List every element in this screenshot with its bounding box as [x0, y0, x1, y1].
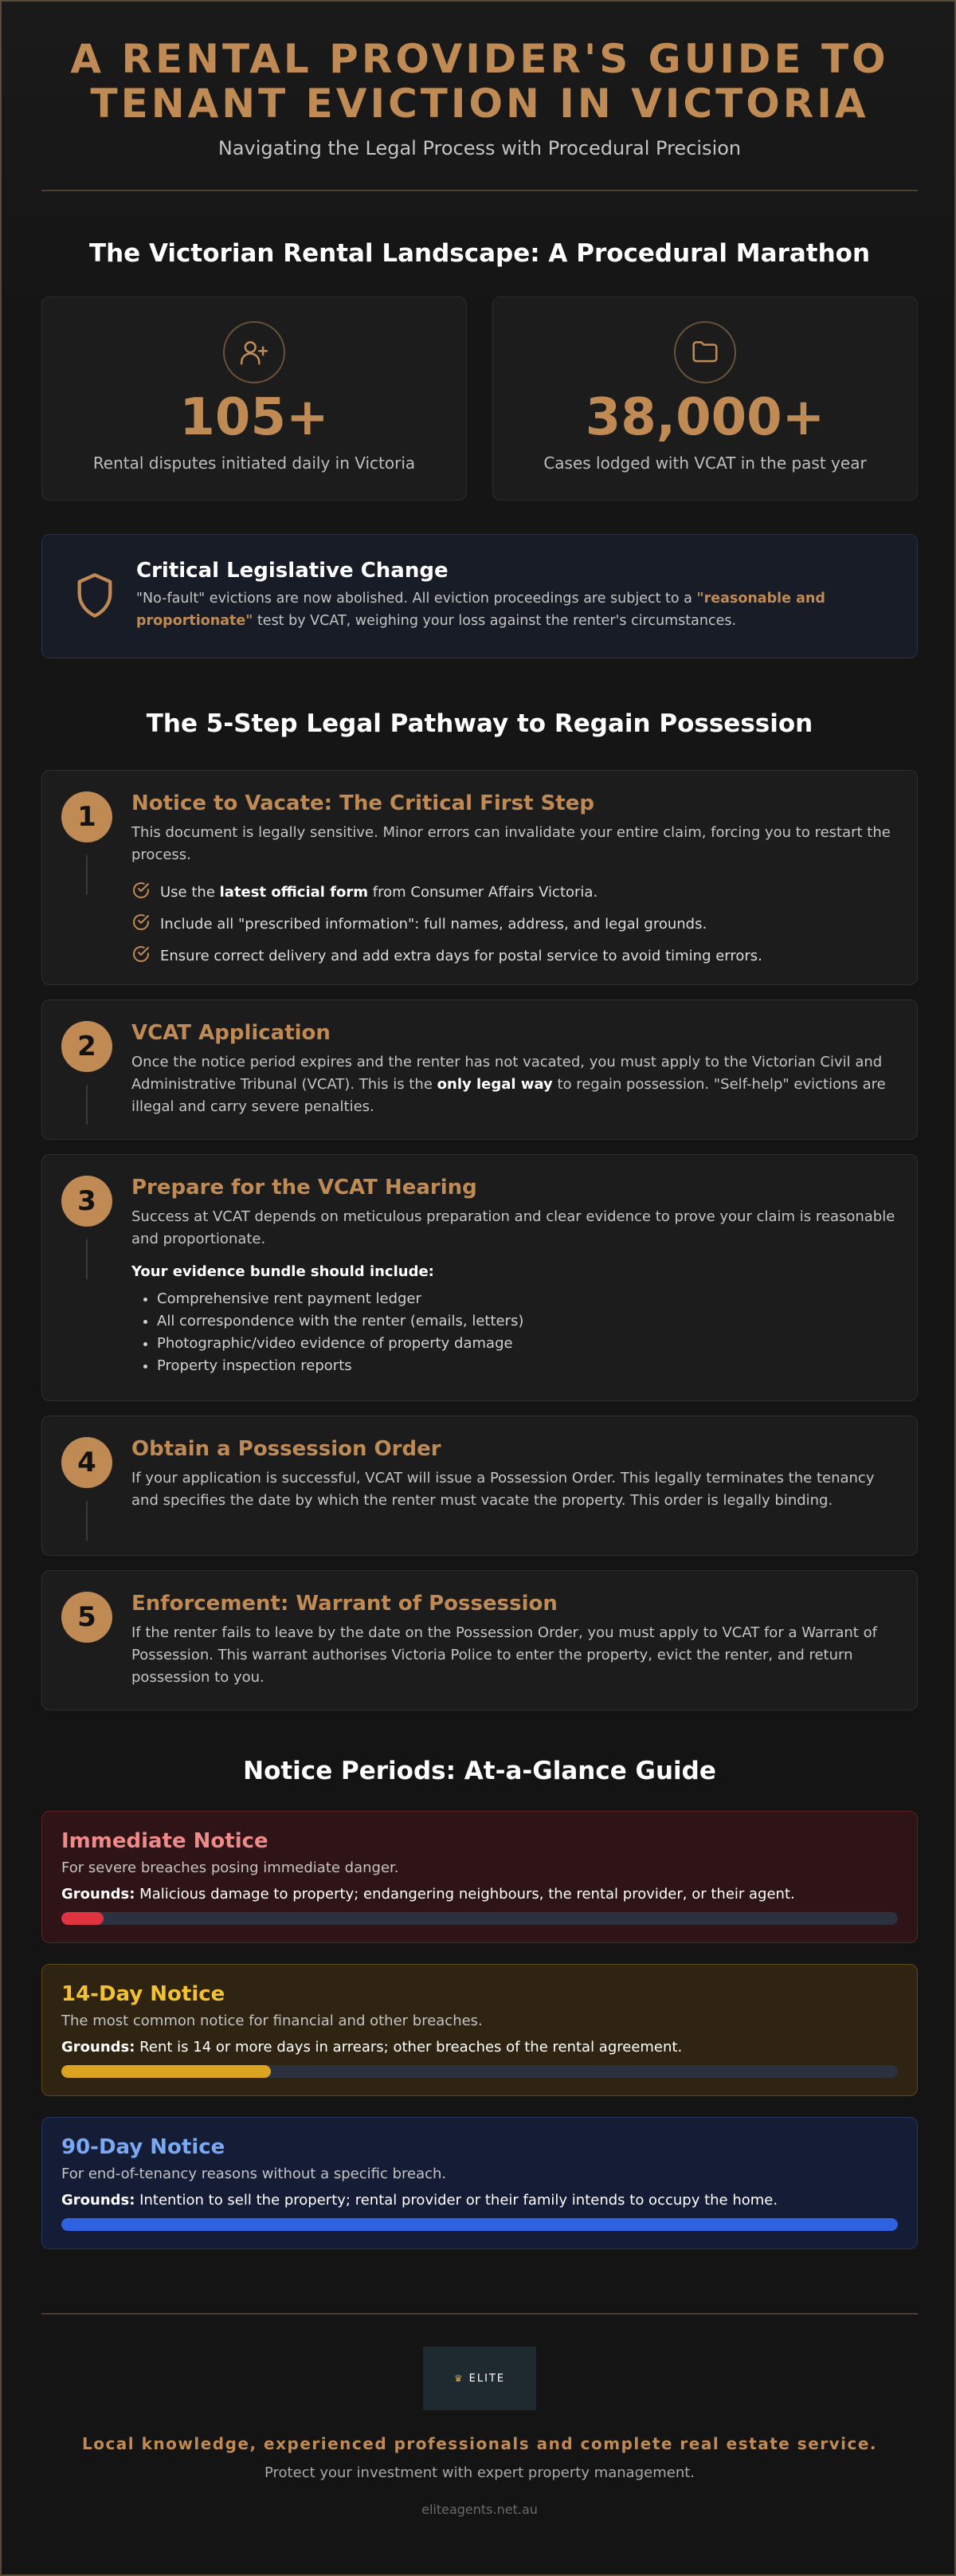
page-subtitle: Navigating the Legal Process with Procedural Precision	[217, 137, 742, 159]
notice-title: Immediate Notice	[61, 1829, 268, 1853]
check-text-pre: Use the	[160, 883, 220, 901]
notice-periods-section	[41, 1755, 918, 2249]
notice-card-14-day	[41, 1964, 918, 2096]
check-text-bold: latest official form	[219, 883, 369, 901]
notice-card-90-day	[41, 2117, 918, 2249]
step-number-badge: 1	[61, 791, 112, 842]
stat-value: 105+	[179, 388, 329, 447]
check-circle-icon	[131, 881, 152, 904]
pathway-heading: The 5-Step Legal Pathway to Regain Possession	[146, 709, 813, 738]
checklist-item	[131, 908, 896, 940]
alert-title: Critical Legislative Change	[136, 559, 449, 583]
step-body: This document is legally sensitive. Minor errors can invalidate your entire claim, forcing you to restart the process.	[131, 824, 891, 863]
grounds-label: Grounds:	[61, 1886, 135, 1903]
landscape-heading: The Victorian Rental Landscape: A Procedural Marathon	[88, 239, 871, 268]
step-number-badge: 3	[61, 1176, 112, 1227]
step-title: Notice to Vacate: The Critical First Step	[131, 791, 594, 815]
step-body-bold: only legal way	[437, 1076, 553, 1093]
folder-icon	[674, 321, 736, 383]
checklist-item	[131, 876, 896, 908]
checklist-text	[160, 884, 598, 901]
alert-body	[136, 559, 885, 632]
website-link[interactable]: eliteagents.net.au	[421, 2502, 538, 2517]
alert-text-start: "No-fault" evictions are now abolished. All eviction proceedings are subject to a	[136, 591, 697, 607]
notice-period-fill	[61, 2218, 898, 2231]
user-plus-icon	[223, 321, 285, 383]
step-card-2	[41, 999, 918, 1140]
crown-icon: ♛	[453, 2373, 464, 2384]
checklist	[131, 876, 896, 972]
notice-period-bar	[61, 2065, 898, 2078]
notice-description: For severe breaches posing immediate danger.	[61, 1859, 399, 1876]
alert-text-end: test by VCAT, weighing your loss against the renter's circumstances.	[253, 613, 737, 629]
title-line-1: A RENTAL PROVIDER'S GUIDE TO	[70, 36, 889, 82]
evidence-item: • Comprehensive rent payment ledger	[157, 1288, 896, 1310]
evidence-title: Your evidence bundle should include:	[131, 1263, 434, 1280]
evidence-list	[131, 1288, 896, 1377]
step-connector	[86, 855, 88, 895]
notice-grounds	[61, 2039, 898, 2056]
step-number-badge: 2	[61, 1021, 112, 1072]
step-card-1	[41, 770, 918, 985]
step-number-badge: 5	[61, 1592, 112, 1643]
legislative-alert	[41, 534, 918, 658]
evidence-item: • All correspondence with the renter (emails, letters)	[157, 1310, 896, 1333]
footer-divider	[41, 2313, 918, 2315]
footer-subline: Protect your investment with expert property management.	[264, 2464, 695, 2481]
stat-card-cases	[492, 296, 918, 501]
grounds-label: Grounds:	[61, 2192, 135, 2209]
step-card-4	[41, 1416, 918, 1556]
step-body: If the renter fails to leave by the date on the Possession Order, you must apply to VCAT for a Warrant of Possession. This warrant authorises Victoria Police to enter the property, evict the renter, and return possession to you.	[131, 1624, 877, 1686]
landscape-section	[41, 238, 918, 501]
grounds-text: Rent is 14 or more days in arrears; other breaches of the rental agreement.	[135, 2039, 683, 2056]
evidence-item: • Property inspection reports	[157, 1355, 896, 1377]
header-divider	[41, 190, 918, 191]
check-circle-icon	[131, 944, 152, 968]
notice-period-fill	[61, 1912, 104, 1925]
notice-card-immediate	[41, 1811, 918, 1943]
content-column	[41, 2, 918, 2517]
shield-icon	[74, 571, 116, 622]
footer-tagline: Local knowledge, experienced professionals and complete real estate service.	[81, 2434, 878, 2453]
grounds-text: Intention to sell the property; rental provider or their family intends to occupy the home.	[135, 2192, 778, 2209]
check-circle-icon	[131, 913, 152, 936]
stat-label: Rental disputes initiated daily in Victoria	[92, 454, 416, 473]
title-line-2: TENANT EVICTION IN VICTORIA	[90, 80, 869, 127]
page-title	[41, 37, 918, 126]
checklist-text: Include all "prescribed information": full names, address, and legal grounds.	[160, 915, 707, 933]
stat-label: Cases lodged with VCAT in the past year	[543, 454, 867, 473]
check-text-post: from Consumer Affairs Victoria.	[368, 883, 598, 901]
notice-title: 90-Day Notice	[61, 2135, 225, 2159]
grounds-text: Malicious damage to property; endangering neighbours, the rental provider, or their agent.	[135, 1886, 795, 1903]
stat-value: 38,000+	[585, 388, 825, 447]
step-body: Success at VCAT depends on meticulous preparation and clear evidence to prove your claim is reasonable and proportionate.	[131, 1208, 895, 1247]
step-body	[131, 1051, 896, 1118]
step-title: Obtain a Possession Order	[131, 1437, 441, 1461]
checklist-item	[131, 940, 896, 972]
notice-grounds	[61, 2192, 898, 2209]
step-title: Prepare for the VCAT Hearing	[131, 1176, 477, 1200]
step-connector	[86, 1501, 88, 1541]
pathway-section	[41, 708, 918, 1710]
hero-header	[41, 2, 918, 191]
notice-grounds	[61, 1886, 898, 1903]
stat-card-disputes	[41, 296, 467, 501]
company-logo	[423, 2346, 536, 2410]
notice-period-fill	[61, 2065, 271, 2078]
logo-text: ELITE	[468, 2372, 506, 2385]
alert-highlight: "reasonable and proportionate"	[136, 591, 825, 629]
notice-period-bar	[61, 1912, 898, 1925]
notice-description: The most common notice for financial and other breaches.	[61, 2012, 483, 2029]
alert-text	[136, 587, 885, 632]
grounds-label: Grounds:	[61, 2039, 135, 2056]
stats-row	[41, 296, 918, 501]
checklist-text: Ensure correct delivery and add extra days for postal service to avoid timing errors.	[160, 947, 762, 964]
step-title: Enforcement: Warrant of Possession	[131, 1592, 558, 1616]
notice-title: 14-Day Notice	[61, 1982, 225, 2006]
evidence-item: • Photographic/video evidence of property damage	[157, 1333, 896, 1355]
notice-description: For end-of-tenancy reasons without a specific breach.	[61, 2166, 447, 2182]
step-title: VCAT Application	[131, 1021, 331, 1045]
notice-period-bar	[61, 2218, 898, 2231]
step-connector	[86, 1239, 88, 1279]
step-card-5	[41, 1570, 918, 1710]
step-connector	[86, 1085, 88, 1125]
notice-periods-heading: Notice Periods: At-a-Glance Guide	[243, 1757, 716, 1785]
step-card-3	[41, 1154, 918, 1401]
step-body: If your application is successful, VCAT will issue a Possession Order. This legally terminates the tenancy and specifies the date by which the renter must vacate the property. This order is legally binding.	[131, 1470, 875, 1509]
step-body-pre: Once the notice period expires and the renter has not vacated, you must apply to the Victorian Civil and Administrative Tribunal (VCAT). This is the	[131, 1054, 883, 1093]
step-body-post: to regain possession. "Self-help" evictions are illegal and carry severe penalties.	[131, 1076, 886, 1115]
step-number-badge: 4	[61, 1437, 112, 1488]
page-footer	[41, 2313, 918, 2517]
